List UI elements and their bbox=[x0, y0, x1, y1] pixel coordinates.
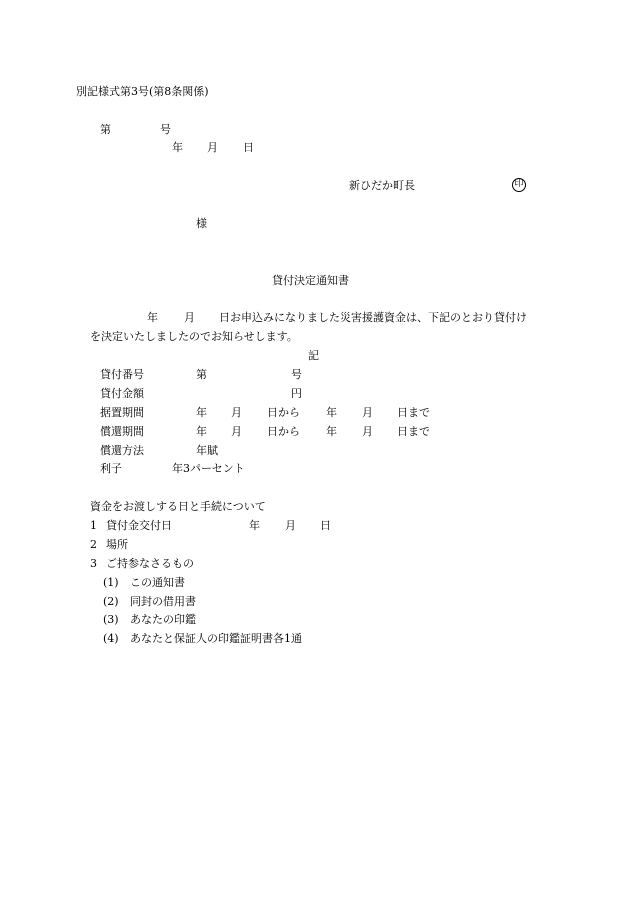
body-month: 月 bbox=[184, 311, 195, 324]
repayment-start-month: 月 bbox=[231, 425, 242, 438]
item-3-label: ご持参なさるもの bbox=[106, 557, 194, 570]
doc-number-suffix: 号 bbox=[160, 123, 171, 136]
repayment-to: 日まで bbox=[397, 425, 430, 438]
repayment-end-year: 年 bbox=[326, 425, 337, 438]
loan-number-suffix: 号 bbox=[291, 368, 302, 381]
interest-value: 年3パーセント bbox=[172, 462, 245, 475]
repayment-start-year: 年 bbox=[196, 425, 207, 438]
deferment-start-year: 年 bbox=[196, 406, 207, 419]
subitem-3-number: (3) bbox=[103, 613, 119, 626]
deferment-end-month: 月 bbox=[362, 406, 373, 419]
deferment-to: 日まで bbox=[397, 406, 430, 419]
subitem-2-label: 同封の借用書 bbox=[130, 595, 196, 608]
method-value: 年賦 bbox=[196, 444, 218, 457]
body-line-2: を決定いたしましたのでお知らせします。 bbox=[90, 330, 298, 343]
loan-number-label: 貸付番号 bbox=[100, 368, 144, 381]
subitem-1-label: この通知書 bbox=[130, 576, 185, 589]
interest-label: 利子 bbox=[100, 462, 122, 475]
subitem-1-number: (1) bbox=[103, 576, 119, 589]
subitem-4-label: あなたと保証人の印鑑証明書各1通 bbox=[130, 632, 302, 645]
subitem-3-label: あなたの印鑑 bbox=[130, 613, 196, 626]
doc-number-prefix: 第 bbox=[100, 123, 111, 136]
method-label: 償還方法 bbox=[100, 444, 144, 457]
issuer-name: 新ひだか町長 bbox=[349, 179, 415, 192]
item-1-label: 貸付金交付日 bbox=[106, 519, 172, 532]
repayment-from: 日から bbox=[267, 425, 300, 438]
item-2-number: 2 bbox=[90, 538, 97, 551]
procedure-heading: 資金をお渡しする日と手続について bbox=[90, 500, 266, 513]
loan-number-prefix: 第 bbox=[196, 368, 207, 381]
deferment-from: 日から bbox=[267, 406, 300, 419]
item-1-year: 年 bbox=[249, 519, 260, 532]
date-day: 日 bbox=[243, 141, 254, 154]
subitem-4-number: (4) bbox=[103, 632, 119, 645]
deferment-start-month: 月 bbox=[231, 406, 242, 419]
item-1-day: 日 bbox=[320, 519, 331, 532]
ki-marker: 記 bbox=[308, 349, 319, 362]
seal-mark bbox=[512, 178, 526, 192]
document-title: 貸付決定通知書 bbox=[272, 274, 349, 287]
deferment-end-year: 年 bbox=[326, 406, 337, 419]
form-identifier: 別記様式第3号(第8条関係) bbox=[76, 85, 209, 98]
repayment-end-month: 月 bbox=[362, 425, 373, 438]
repayment-label: 償還期間 bbox=[100, 425, 144, 438]
loan-amount-unit: 円 bbox=[291, 387, 302, 400]
subitem-2-number: (2) bbox=[103, 595, 119, 608]
deferment-label: 据置期間 bbox=[100, 406, 144, 419]
item-1-month: 月 bbox=[285, 519, 296, 532]
item-1-number: 1 bbox=[90, 519, 97, 532]
item-3-number: 3 bbox=[90, 557, 97, 570]
body-year: 年 bbox=[147, 311, 158, 324]
loan-amount-label: 貸付金額 bbox=[100, 387, 144, 400]
recipient-honorific: 様 bbox=[196, 217, 207, 230]
body-line-1: 日お申込みになりました災害援護資金は、下記のとおり貸付け bbox=[219, 311, 527, 324]
item-2-label: 場所 bbox=[106, 538, 128, 551]
date-year: 年 bbox=[172, 141, 183, 154]
date-month: 月 bbox=[207, 141, 218, 154]
seal-icon: 印 bbox=[514, 179, 524, 189]
